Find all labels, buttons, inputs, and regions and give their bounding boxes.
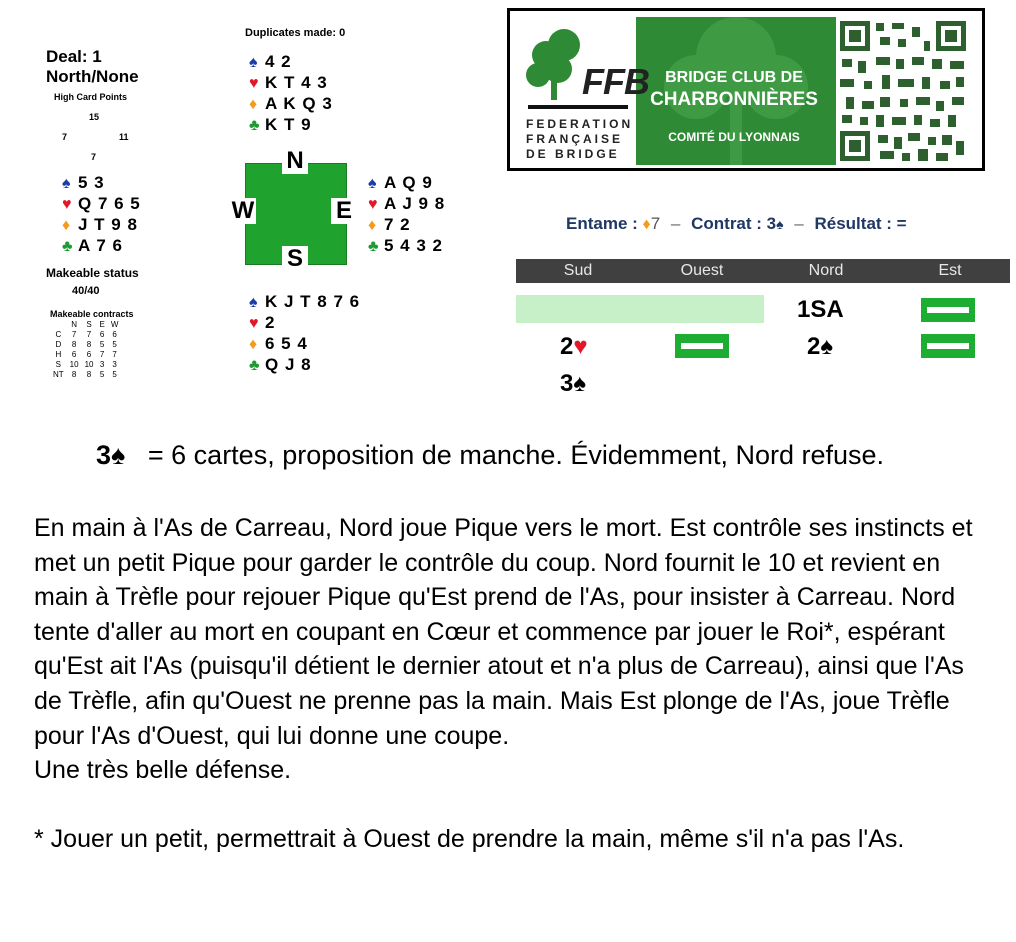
ffb-logo bbox=[518, 17, 649, 165]
commentary bbox=[34, 511, 994, 856]
bidding-header-sud: Sud bbox=[563, 262, 593, 279]
compass-south: S bbox=[282, 246, 308, 272]
resultat-label: Résultat : = bbox=[814, 214, 907, 233]
club-logo-banner bbox=[507, 8, 985, 171]
makeable-contracts-label: Makeable contracts bbox=[50, 309, 134, 319]
diamond-icon: ♦ bbox=[249, 96, 259, 113]
makeable-contracts-table bbox=[50, 320, 121, 380]
dealer-vulnerability: North/None bbox=[46, 67, 139, 86]
duplicates-made: Duplicates made: 0 bbox=[245, 27, 346, 39]
commentary-conclusion: Une très belle défense. bbox=[34, 756, 292, 785]
heart-icon: ♥ bbox=[368, 196, 379, 213]
west-hand: ♠ 5 3 ♥ Q 7 6 5 ♦ J T 9 8 ♣ A 7 6 bbox=[62, 173, 141, 255]
bid-nord-1: 1SA bbox=[797, 296, 844, 323]
north-hand: ♠ 4 2 ♥ K T 4 3 ♦ A K Q 3 ♣ K T 9 bbox=[249, 52, 333, 134]
bidding-header-ouest: Ouest bbox=[680, 262, 724, 279]
spade-icon: ♠ bbox=[249, 54, 259, 71]
bid-sud-1: 2♥ bbox=[560, 333, 588, 360]
heart-icon: ♥ bbox=[62, 196, 73, 213]
hcp-south: 7 bbox=[91, 152, 97, 162]
heart-icon: ♥ bbox=[249, 315, 260, 332]
table-row: S 10 10 3 3 bbox=[55, 360, 117, 369]
club-name-line1: BRIDGE CLUB DE bbox=[665, 69, 803, 86]
compass-west: W bbox=[231, 197, 255, 224]
contract-summary: Entame : ♦7 – Contrat : 3♠ – Résultat : = bbox=[566, 214, 907, 233]
diamond-icon: ♦ bbox=[642, 216, 651, 233]
bidding-empty-cells bbox=[516, 295, 764, 323]
bidding-header bbox=[516, 259, 1010, 283]
comite-label: COMITÉ DU LYONNAIS bbox=[668, 130, 800, 144]
diamond-icon: ♦ bbox=[62, 217, 72, 234]
bidding-header-est: Est bbox=[938, 262, 962, 279]
heart-icon: ♥ bbox=[249, 75, 260, 92]
hcp-north: 15 bbox=[89, 112, 100, 122]
deal-number: Deal: 1 bbox=[46, 47, 102, 66]
contrat-label: Contrat : 3 bbox=[691, 214, 777, 233]
spade-icon: ♠ bbox=[368, 175, 378, 192]
commentary-footnote: * Jouer un petit, permettrait à Ouest de prendre la main, même s'il n'a pas l'As. bbox=[34, 824, 905, 853]
table-row: D 8 8 5 5 bbox=[55, 340, 117, 349]
south-hand: ♠ K J T 8 7 6 ♥ 2 ♦ 6 5 4 ♣ Q J 8 bbox=[249, 292, 361, 374]
makeable-status-value: 40/40 bbox=[72, 285, 100, 297]
federation-name: FEDERATION FRANÇAISE DE BRIDGE bbox=[526, 117, 634, 161]
table-row: NT 8 8 5 5 bbox=[53, 370, 117, 379]
club-icon: ♣ bbox=[368, 238, 380, 255]
diamond-icon: ♦ bbox=[249, 336, 259, 353]
bidding-header-nord: Nord bbox=[808, 262, 844, 279]
spade-icon: ♠ bbox=[62, 175, 72, 192]
bid-nord-2: 2♠ bbox=[807, 333, 834, 360]
hcp-west: 7 bbox=[62, 132, 68, 142]
diamond-icon: ♦ bbox=[368, 217, 378, 234]
spade-icon: ♠ bbox=[820, 333, 834, 360]
hcp-label: High Card Points bbox=[54, 92, 128, 102]
club-icon: ♣ bbox=[62, 238, 74, 255]
club-icon: ♣ bbox=[249, 357, 261, 374]
entame-label: Entame : bbox=[566, 214, 638, 233]
pass-card-est-2 bbox=[921, 334, 975, 358]
entame-card: 7 bbox=[650, 214, 661, 233]
compass-east: E bbox=[331, 198, 357, 224]
club-name-line2: CHARBONNIÈRES bbox=[650, 89, 818, 110]
ffb-wordmark: FFB bbox=[582, 61, 649, 102]
makeable-status-label: Makeable status bbox=[46, 266, 139, 280]
east-hand: ♠ A Q 9 ♥ A J 9 8 ♦ 7 2 ♣ 5 4 3 2 bbox=[368, 173, 446, 255]
pass-card-ouest-1 bbox=[675, 334, 729, 358]
table-row: N S E W bbox=[71, 320, 119, 329]
spade-icon: ♠ bbox=[111, 440, 126, 470]
commentary-main: En main à l'As de Carreau, Nord joue Pique vers le mort. Est contrôle ses instincts et met un petit Pique pour garder le contrôle du coup. Nord fournit le 10 et revient en main à Trèfle pour rejouer Pique qu'Est prend de l'As, pour insister à Carreau. Nord tente d'aller au mort en coupant en Cœur et commence par jouer le Roi*, espérant qu'Est ait l'As (puisqu'il détient le dernier atout et n'a plus de Carreau), ainsi que l'As de Trèfle, afin qu'Ouest ne prenne pas la main. Mais Est plonge de l'As, joue Trèfle pour l'As d'Ouest, qui lui donne une coupe. bbox=[34, 514, 973, 750]
spade-icon: ♠ bbox=[573, 370, 587, 397]
qr-code bbox=[836, 17, 970, 165]
compass-north: N bbox=[282, 148, 308, 174]
table-row: H 6 6 7 7 bbox=[55, 350, 117, 359]
bid-explanation: 3♠ = 6 cartes, proposition de manche. Évidemment, Nord refuse. bbox=[96, 440, 885, 470]
spade-icon: ♠ bbox=[776, 216, 784, 232]
pass-card-est-1 bbox=[921, 298, 975, 322]
spade-icon: ♠ bbox=[249, 294, 259, 311]
bid-sud-2: 3♠ bbox=[560, 370, 587, 397]
table-row: C 7 7 6 6 bbox=[55, 330, 117, 339]
hcp-east: 11 bbox=[119, 132, 129, 142]
club-icon: ♣ bbox=[249, 117, 261, 134]
heart-icon: ♥ bbox=[573, 333, 588, 360]
